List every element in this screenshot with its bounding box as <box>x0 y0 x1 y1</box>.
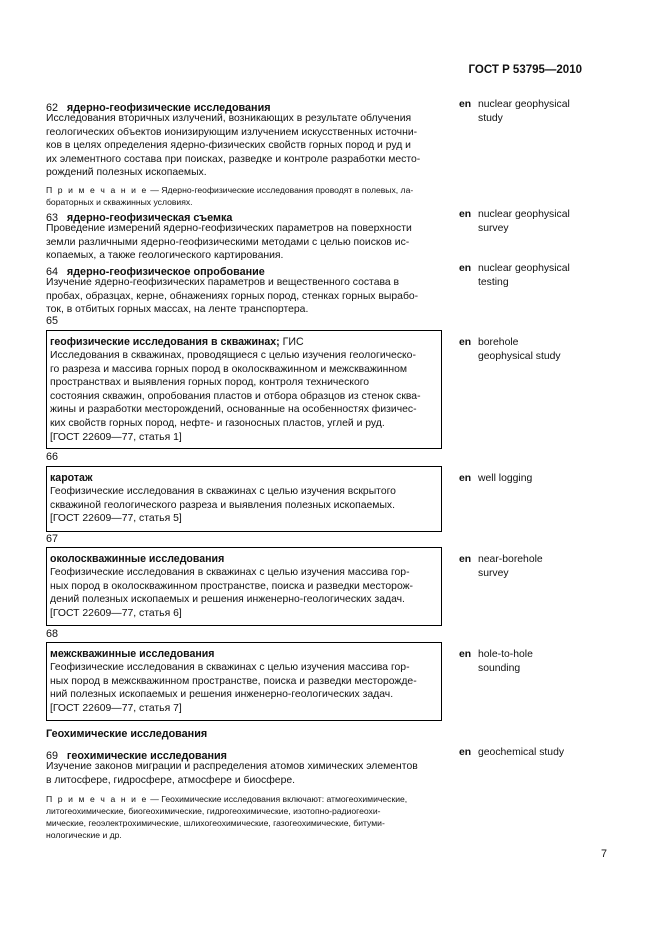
term-number: 64 <box>46 266 59 278</box>
term-note <box>46 184 446 208</box>
english-term: well logging <box>478 473 533 484</box>
term-entry-63 <box>46 208 446 263</box>
english-term: hole-to-hole <box>478 649 533 660</box>
term-title: каротаж <box>50 472 93 484</box>
note-text: — Геохимические исследования включают: атмогеохимические, <box>147 794 408 805</box>
term-definition <box>50 661 437 715</box>
english-equivalent-65 <box>459 336 561 363</box>
note-text: бораторных и скважинных условиях. <box>46 196 193 207</box>
definition-line: в литосфере, гидросфере, атмосфере и биосфере. <box>46 774 296 786</box>
term-title: ядерно-геофизическая съемка <box>66 212 233 224</box>
english-equivalent-67 <box>459 553 543 580</box>
term-number: 62 <box>46 102 59 114</box>
definition-line: Геофизические исследования в скважинах с целью изучения вскрытого <box>50 486 396 497</box>
term-entry-64 <box>46 262 446 317</box>
english-term: geophysical study <box>478 350 561 362</box>
term-title: ядерно-геофизическое опробование <box>66 266 265 278</box>
term-definition <box>50 566 437 620</box>
source-reference: [ГОСТ 22609—77, статья 1] <box>50 431 182 443</box>
definition-line: скважиной геологического разреза и выявления полезных ископаемых. <box>50 499 395 511</box>
term-entry-62 <box>46 98 446 208</box>
term-box-66 <box>46 466 442 532</box>
definition-line: Исследования вторичных излучений, возникающих в результате облучения <box>46 113 412 124</box>
note-text: — Ядерно-геофизические исследования проводят в полевых, ла- <box>147 184 414 195</box>
page-number: 7 <box>600 848 607 860</box>
definition-line: копаемых, а также геологического картирования. <box>46 250 284 262</box>
term-box-67 <box>46 547 442 626</box>
term-title: геофизические исследования в скважинах; <box>50 336 280 348</box>
english-term: sounding <box>478 662 521 674</box>
lang-code: en <box>459 263 472 274</box>
term-number: 66 <box>46 451 59 463</box>
english-term: survey <box>478 222 509 234</box>
definition-line: го разреза и массива горных пород в околоскважинном и межскважинном <box>50 363 408 375</box>
term-title: ядерно-геофизические исследования <box>66 102 271 114</box>
definition-line: геологических объектов ионизирующим излучением искусственных источни- <box>46 126 418 138</box>
definition-line: пробах, образцах, керне, обнажениях горных пород, стенках горных вырабо- <box>46 290 419 302</box>
definition-line: ков в целях определения ядерно-физических свойств горных пород и руд и <box>46 140 411 152</box>
english-equivalent-63 <box>459 208 570 235</box>
definition-line: состояния скважин, опробования пластов и отбора образцов из стенок сква- <box>50 390 421 402</box>
standard-header: ГОСТ Р 53795—2010 <box>468 64 582 76</box>
definition-line: земли различными ядерно-геофизическими методами с целью поисков ис- <box>46 236 410 248</box>
english-term: nuclear geophysical <box>478 99 570 110</box>
lang-code: en <box>459 473 472 484</box>
note-text: нологические и др. <box>46 830 122 841</box>
english-term: borehole <box>478 337 519 348</box>
lang-code: en <box>459 337 472 348</box>
definition-line: Проведение измерений ядерно-геофизических параметров на поверхности <box>46 223 412 234</box>
lang-code: en <box>459 649 472 660</box>
term-box-65 <box>46 330 442 449</box>
term-entry-69 <box>46 746 446 841</box>
english-term: survey <box>478 567 509 579</box>
term-definition <box>46 222 446 263</box>
english-equivalent-64 <box>459 262 570 289</box>
term-title: геохимические исследования <box>66 750 227 762</box>
english-term: near-borehole <box>478 554 543 565</box>
definition-line: ний полезных ископаемых и решения инженерно-геологических задач. <box>50 689 394 701</box>
note-text: литогеохимические, биогеохимические, гидрогеохимические, изотопно-радиогеохи- <box>46 806 381 817</box>
definition-line: Исследования в скважинах, проводящиеся с целью изучения геологическо- <box>50 350 416 361</box>
term-note <box>46 793 446 841</box>
definition-line: Изучение ядерно-геофизических параметров и вещественного состава в <box>46 277 400 288</box>
definition-line: рождений полезных ископаемых. <box>46 167 207 179</box>
definition-line: Изучение законов миграции и распределения атомов химических элементов <box>46 761 418 772</box>
source-reference: [ГОСТ 22609—77, статья 6] <box>50 607 182 619</box>
term-definition <box>46 276 446 317</box>
term-number: 68 <box>46 628 59 640</box>
term-number: 69 <box>46 750 59 762</box>
term-box-68 <box>46 642 442 721</box>
note-label: П р и м е ч а н и е <box>46 794 148 805</box>
english-term: nuclear geophysical <box>478 209 570 220</box>
definition-line: Геофизические исследования в скважинах с целью изучения массива гор- <box>50 567 410 578</box>
definition-line: их элементного состава при поисках, разведке и контроле разработки место- <box>46 153 421 165</box>
term-definition <box>50 349 437 444</box>
term-title: межскважинные исследования <box>50 648 215 660</box>
english-term: nuclear geophysical <box>478 263 570 274</box>
definition-line: ных пород в межскважинном пространстве, поиска и разведки месторожде- <box>50 675 417 687</box>
term-definition <box>50 485 437 526</box>
term-definition <box>46 760 446 787</box>
english-equivalent-66 <box>459 472 532 486</box>
term-number: 67 <box>46 533 59 545</box>
english-term: study <box>478 112 503 124</box>
lang-code: en <box>459 99 472 110</box>
definition-line: пространствах и выявления горных пород, контроля технического <box>50 377 370 389</box>
definition-line: ток, в отбитых горных массах, на ленте транспортера. <box>46 304 309 316</box>
definition-line: Геофизические исследования в скважинах с целью изучения массива гор- <box>50 662 410 673</box>
note-label: П р и м е ч а н и е <box>46 184 148 195</box>
lang-code: en <box>459 209 472 220</box>
definition-line: дений полезных ископаемых и решения инженерно-геологических задач. <box>50 594 405 606</box>
english-equivalent-68 <box>459 648 533 675</box>
source-reference: [ГОСТ 22609—77, статья 7] <box>50 702 182 714</box>
lang-code: en <box>459 554 472 565</box>
term-number: 63 <box>46 212 59 224</box>
term-title: околоскважинные исследования <box>50 553 225 565</box>
definition-line: ных пород в околоскважинном пространстве, поиска и разведки месторож- <box>50 580 414 592</box>
term-abbreviation: ГИС <box>279 336 304 348</box>
section-heading: Геохимические исследования <box>46 728 208 740</box>
source-reference: [ГОСТ 22609—77, статья 5] <box>50 513 182 525</box>
english-equivalent-62 <box>459 98 570 125</box>
note-text: мические, геоэлектрохимические, шлихогеохимические, газогеохимические, битуми- <box>46 818 385 829</box>
definition-line: жины и разработки месторождений, основанные на особенностях физичес- <box>50 404 417 416</box>
english-term: geochemical study <box>478 747 565 758</box>
english-term: testing <box>478 276 509 288</box>
term-number: 65 <box>46 315 59 327</box>
lang-code: en <box>459 747 472 758</box>
term-definition <box>46 112 446 180</box>
english-equivalent-69 <box>459 746 564 760</box>
definition-line: ких свойств горных пород, нефте- и газоносных пластов, углей и руд. <box>50 417 385 429</box>
